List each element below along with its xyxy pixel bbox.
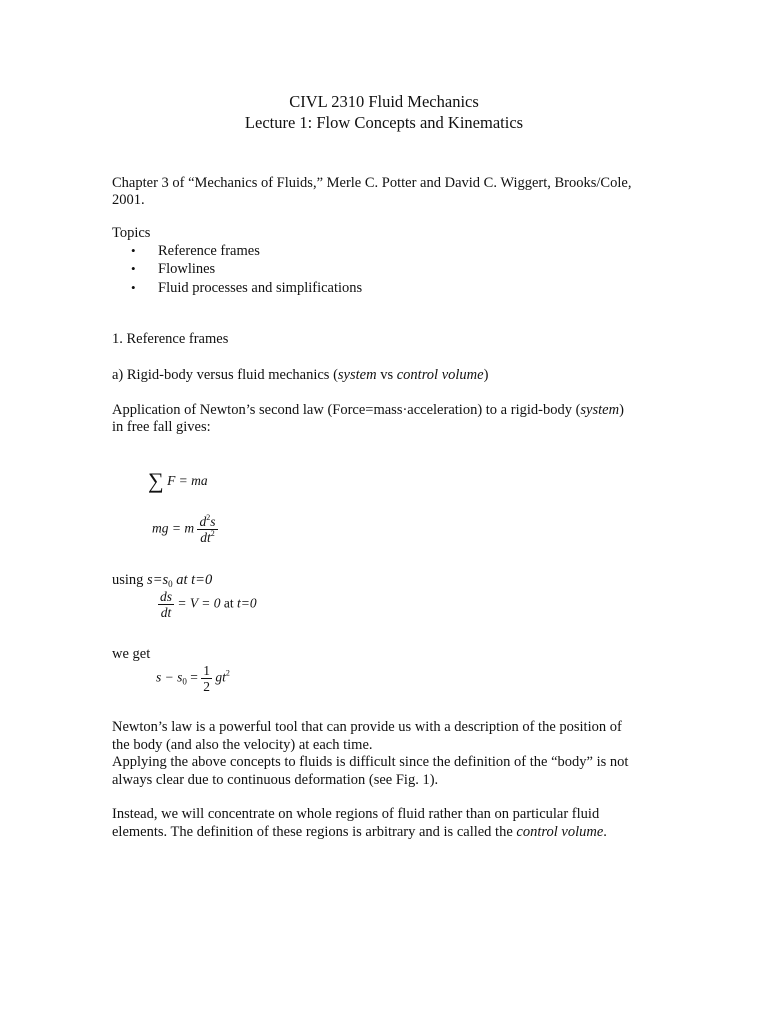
- topics-heading: Topics: [112, 225, 151, 241]
- term-control-volume: control volume: [396, 367, 484, 383]
- reference-line-2: 2001.: [112, 192, 145, 208]
- fraction-ds-dt: [158, 589, 174, 620]
- equation-4-subscript: 0: [182, 676, 187, 687]
- numerator-exponent: 2: [206, 513, 211, 522]
- equation-3-t: t=0: [237, 595, 257, 611]
- newton-paragraph-line-1: [112, 401, 657, 419]
- equation-3-rhs: = V = 0: [177, 595, 221, 611]
- equation-4-rhs: gt: [215, 669, 226, 685]
- fraction-denominator: dt: [158, 604, 174, 620]
- using-prefix: using: [112, 572, 148, 588]
- equation-position: [156, 663, 230, 694]
- using-subscript: 0: [168, 579, 173, 589]
- subsection-a-suffix: ): [483, 367, 489, 383]
- term-system: system: [337, 367, 377, 383]
- equation-4-exponent: 2: [225, 668, 230, 678]
- fraction-d2s-dt2: [197, 514, 217, 545]
- bullet-icon: •: [131, 243, 136, 258]
- document-title: CIVL 2310 Fluid Mechanics: [289, 92, 479, 111]
- paragraph-3-prefix: elements. The definition of these regions is arbitrary and is called the: [112, 824, 517, 840]
- numerator-d: d: [199, 514, 207, 529]
- numerator-s: s: [210, 514, 216, 529]
- equation-free-fall: [152, 514, 218, 545]
- we-get-text: we get: [112, 646, 151, 662]
- lecture-subtitle: Lecture 1: Flow Concepts and Kinematics: [244, 113, 524, 132]
- paragraph-2-line-1: Applying the above concepts to fluids is difficult since the definition of the “body” is not: [112, 754, 629, 770]
- paragraph-3-suffix: .: [603, 824, 607, 840]
- paragraph-1-line-1: Newton’s law is a powerful tool that can provide us with a description of the position of: [112, 719, 622, 735]
- topic-item-fluid-processes: Fluid processes and simplifications: [158, 280, 363, 296]
- equation-newton-second-law: [148, 470, 208, 492]
- equation-1-text: F = ma: [167, 473, 208, 488]
- newton-line1-suffix: ): [619, 402, 624, 418]
- paragraph-3-line-2: [112, 823, 657, 841]
- topic-item-reference-frames: Reference frames: [158, 243, 260, 259]
- subsection-a-prefix: a) Rigid-body versus fluid mechanics (: [112, 367, 338, 383]
- newton-paragraph-line-2: in free fall gives:: [112, 419, 211, 435]
- equation-2-lhs: mg = m: [152, 520, 195, 536]
- topic-item-flowlines: Flowlines: [158, 261, 216, 277]
- using-s: s=s: [147, 572, 169, 588]
- sigma-symbol: ∑: [148, 468, 164, 493]
- fraction-numerator: ds: [160, 589, 173, 604]
- paragraph-1-line-2: the body (and also the velocity) at each time.: [112, 737, 373, 753]
- fraction-numerator: [197, 514, 217, 529]
- equation-initial-velocity: [158, 589, 257, 620]
- reference-line-1: Chapter 3 of “Mechanics of Fluids,” Merle C. Potter and David C. Wiggert, Brooks/Cole,: [112, 175, 632, 191]
- denominator-dt: dt: [200, 530, 211, 545]
- bullet-icon: •: [131, 280, 136, 295]
- fraction-numerator: 1: [203, 663, 210, 678]
- fraction-denominator: 2: [203, 679, 210, 694]
- using-tail: at t=0: [172, 572, 213, 588]
- equation-3-at: at: [220, 595, 237, 611]
- bullet-icon: •: [131, 261, 136, 276]
- newton-line1-prefix: Application of Newton’s second law (Force=mass·acceleration) to a rigid-body (: [112, 402, 581, 418]
- subsection-a: [112, 366, 657, 384]
- fraction-one-half: [201, 663, 212, 694]
- subsection-a-mid: vs: [376, 367, 397, 383]
- term-system: system: [580, 402, 620, 418]
- section-heading: 1. Reference frames: [112, 331, 229, 347]
- initial-condition-line: [112, 571, 657, 589]
- fraction-denominator: [197, 529, 217, 545]
- paragraph-3-line-1: Instead, we will concentrate on whole regions of fluid rather than on particular fluid: [112, 806, 600, 822]
- equation-4-lhs: s − s: [156, 669, 183, 685]
- denominator-exponent: 2: [210, 529, 215, 538]
- equation-4-equals: =: [186, 669, 202, 685]
- term-control-volume: control volume: [516, 824, 604, 840]
- paragraph-2-line-2: always clear due to continuous deformation (see Fig. 1).: [112, 772, 439, 788]
